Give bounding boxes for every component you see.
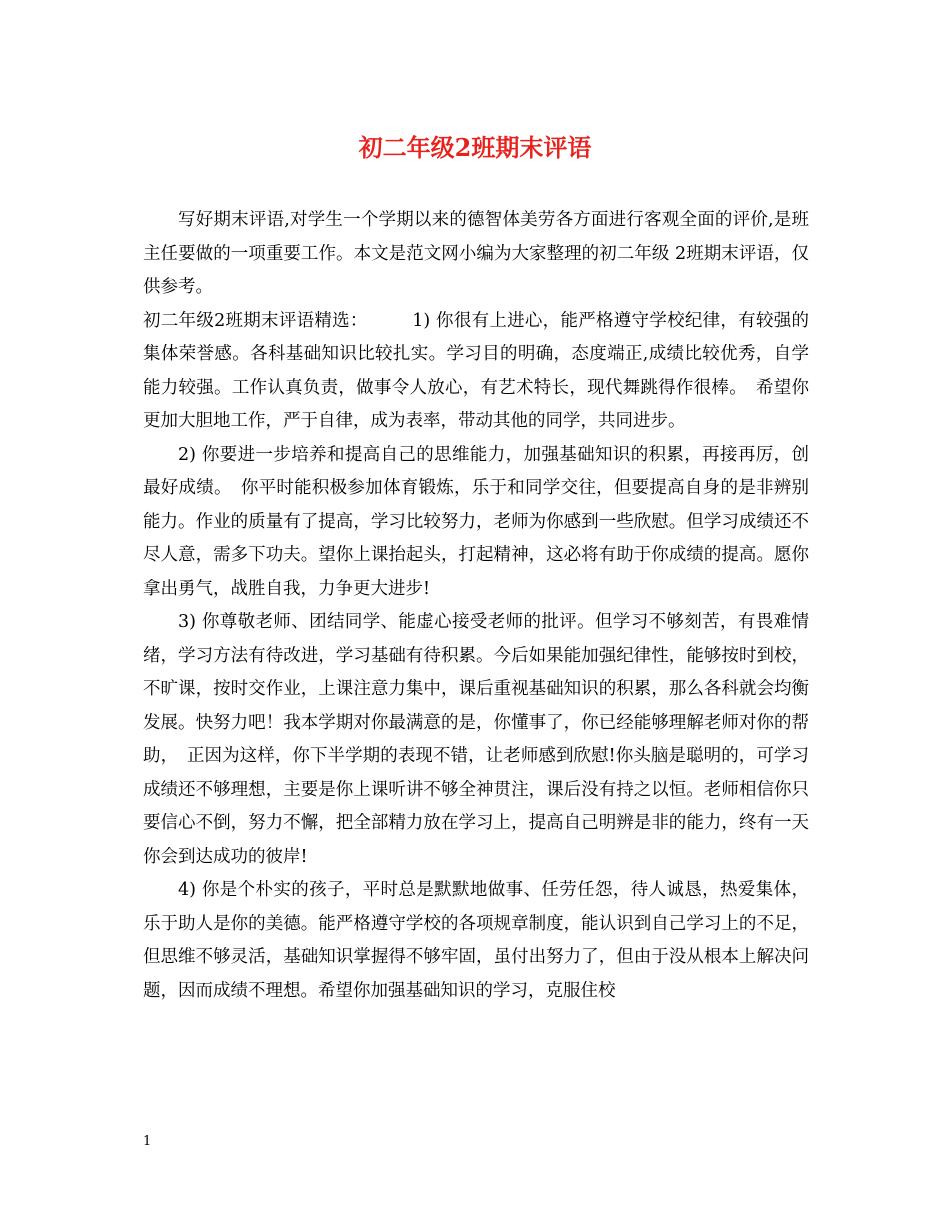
comment-paragraph-3: 3) 你尊敬老师、团结同学、能虚心接受老师的批评。但学习不够刻苦，有畏难情绪，学习方法有待改进，学习基础有待积累。今后如果能加强纪律性，能够按时到校，不旷课，按时交作业，上课注意力集中，课后重视基础知识的积累，那么各科就会均衡发展。快努力吧！我本学期对你最满意的是，你懂事了，你已经能够理解老师对你的帮助， 正因为这样，你下半学期的表现不错，让老师感到欣慰!你头脑是聪明的，可学习成绩还不够理想，主要是你上课听讲不够全神贯注，课后没有持之以恒。老师相信你只要信心不倒，努力不懈，把全部精力放在学习上，提高自己明辨是非的能力，终有一天你会到达成功的彼岸! (143, 612, 809, 867)
document-body (143, 204, 809, 1008)
comment-paragraph-2: 2) 你要进一步培养和提高自己的思维能力，加强基础知识的积累，再接再厉，创最好成绩。 你平时能积极参加体育锻炼，乐于和同学交往，但要提高自身的是非辨别能力。作业的质量有了提高，学习比较努力，老师为你感到一些欣慰。但学习成绩还不尽人意，需多下功夫。望你上课抬起头，打起精神，这必将有助于你成绩的提高。愿你拿出勇气，战胜自我，力争更大进步! (143, 444, 809, 599)
page-number: 1 (143, 1134, 152, 1149)
comment-paragraph-1: 初二年级2班期末评语精选： 1) 你很有上进心，能严格遵守学校纪律，有较强的集体荣誉感。各科基础知识比较扎实。学习目的明确，态度端正,成绩比较优秀，自学能力较强。工作认真负责，做事令人放心，有艺术特长，现代舞跳得作很棒。 希望你更加大胆地工作，严于自律，成为表率，带动其他的同学，共同进步。 (143, 310, 809, 431)
comment-paragraph-4: 4) 你是个朴实的孩子，平时总是默默地做事、任劳任怨，待人诚恳，热爱集体，乐于助人是你的美德。能严格遵守学校的各项规章制度，能认识到自己学习上的不足，但思维不够灵活，基础知识掌握得不够牢固，虽付出努力了，但由于没从根本上解决问题，因而成绩不理想。希望你加强基础知识的学习，克服住校 (143, 880, 809, 1001)
document-title: 初二年级2班期末评语 (358, 133, 592, 162)
intro-paragraph: 写好期末评语,对学生一个学期以来的德智体美劳各方面进行客观全面的评价,是班主任要做的一项重要工作。本文是范文网小编为大家整理的初二年级 2班期末评语，仅供参考。 (143, 210, 809, 297)
